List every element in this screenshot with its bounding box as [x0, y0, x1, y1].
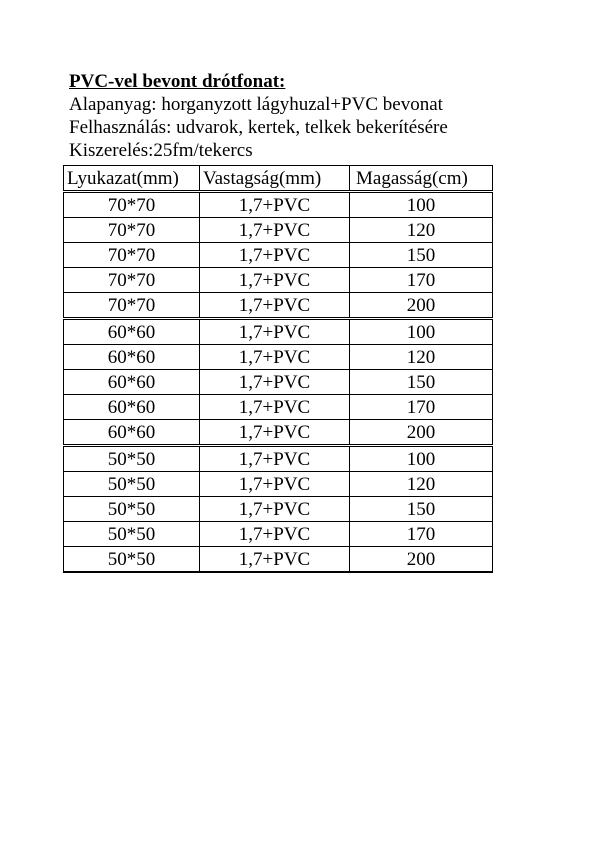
- cell-mesh-size: 50*50: [64, 547, 200, 573]
- table-row: [64, 192, 493, 218]
- cell-thickness: 1,7+PVC: [200, 319, 350, 345]
- cell-thickness: 1,7+PVC: [200, 420, 350, 446]
- header-height: Magasság(cm): [350, 166, 493, 192]
- cell-thickness: 1,7+PVC: [200, 472, 350, 497]
- cell-height: 170: [350, 522, 493, 547]
- usage-line: Felhasználás: udvarok, kertek, telkek bekerítésére: [69, 117, 448, 138]
- table-row: [64, 395, 493, 420]
- table-row: [64, 370, 493, 395]
- cell-mesh-size: 70*70: [64, 243, 200, 268]
- cell-height: 120: [350, 218, 493, 243]
- cell-height: 100: [350, 192, 493, 218]
- material-line: Alapanyag: horganyzott lágyhuzal+PVC bevonat: [69, 94, 443, 115]
- header-thickness: Vastagság(mm): [200, 166, 350, 192]
- table-group-60: [64, 319, 493, 446]
- cell-height: 170: [350, 395, 493, 420]
- cell-mesh-size: 60*60: [64, 345, 200, 370]
- table-row: [64, 319, 493, 345]
- product-table: [63, 165, 493, 573]
- cell-mesh-size: 70*70: [64, 293, 200, 319]
- cell-mesh-size: 60*60: [64, 420, 200, 446]
- table-row: [64, 293, 493, 319]
- cell-height: 100: [350, 446, 493, 472]
- cell-mesh-size: 60*60: [64, 319, 200, 345]
- cell-mesh-size: 60*60: [64, 370, 200, 395]
- cell-mesh-size: 70*70: [64, 192, 200, 218]
- header-mesh-size: Lyukazat(mm): [64, 166, 200, 192]
- cell-height: 150: [350, 497, 493, 522]
- table-row: [64, 497, 493, 522]
- cell-height: 120: [350, 472, 493, 497]
- cell-height: 120: [350, 345, 493, 370]
- packaging-line: Kiszerelés:25fm/tekercs: [69, 140, 253, 161]
- document-title: PVC-vel bevont drótfonat:: [69, 71, 286, 92]
- cell-thickness: 1,7+PVC: [200, 370, 350, 395]
- cell-mesh-size: 50*50: [64, 497, 200, 522]
- cell-thickness: 1,7+PVC: [200, 497, 350, 522]
- table-row: [64, 243, 493, 268]
- cell-thickness: 1,7+PVC: [200, 395, 350, 420]
- cell-thickness: 1,7+PVC: [200, 547, 350, 573]
- table-row: [64, 345, 493, 370]
- cell-height: 100: [350, 319, 493, 345]
- cell-thickness: 1,7+PVC: [200, 446, 350, 472]
- table-row: [64, 268, 493, 293]
- cell-mesh-size: 50*50: [64, 522, 200, 547]
- cell-thickness: 1,7+PVC: [200, 218, 350, 243]
- table-row: [64, 218, 493, 243]
- cell-height: 200: [350, 420, 493, 446]
- cell-mesh-size: 50*50: [64, 446, 200, 472]
- cell-thickness: 1,7+PVC: [200, 268, 350, 293]
- cell-thickness: 1,7+PVC: [200, 192, 350, 218]
- table-row: [64, 420, 493, 446]
- cell-thickness: 1,7+PVC: [200, 243, 350, 268]
- table-group-70: [64, 192, 493, 319]
- cell-thickness: 1,7+PVC: [200, 293, 350, 319]
- cell-mesh-size: 60*60: [64, 395, 200, 420]
- cell-height: 150: [350, 370, 493, 395]
- table-row: [64, 522, 493, 547]
- table-header-row: [64, 166, 493, 192]
- table-row: [64, 446, 493, 472]
- cell-height: 150: [350, 243, 493, 268]
- cell-thickness: 1,7+PVC: [200, 522, 350, 547]
- cell-mesh-size: 70*70: [64, 268, 200, 293]
- cell-height: 170: [350, 268, 493, 293]
- table-row: [64, 547, 493, 573]
- cell-thickness: 1,7+PVC: [200, 345, 350, 370]
- cell-height: 200: [350, 293, 493, 319]
- table-row: [64, 472, 493, 497]
- document-header: [69, 70, 509, 162]
- cell-mesh-size: 70*70: [64, 218, 200, 243]
- table-group-50: [64, 446, 493, 573]
- cell-height: 200: [350, 547, 493, 573]
- cell-mesh-size: 50*50: [64, 472, 200, 497]
